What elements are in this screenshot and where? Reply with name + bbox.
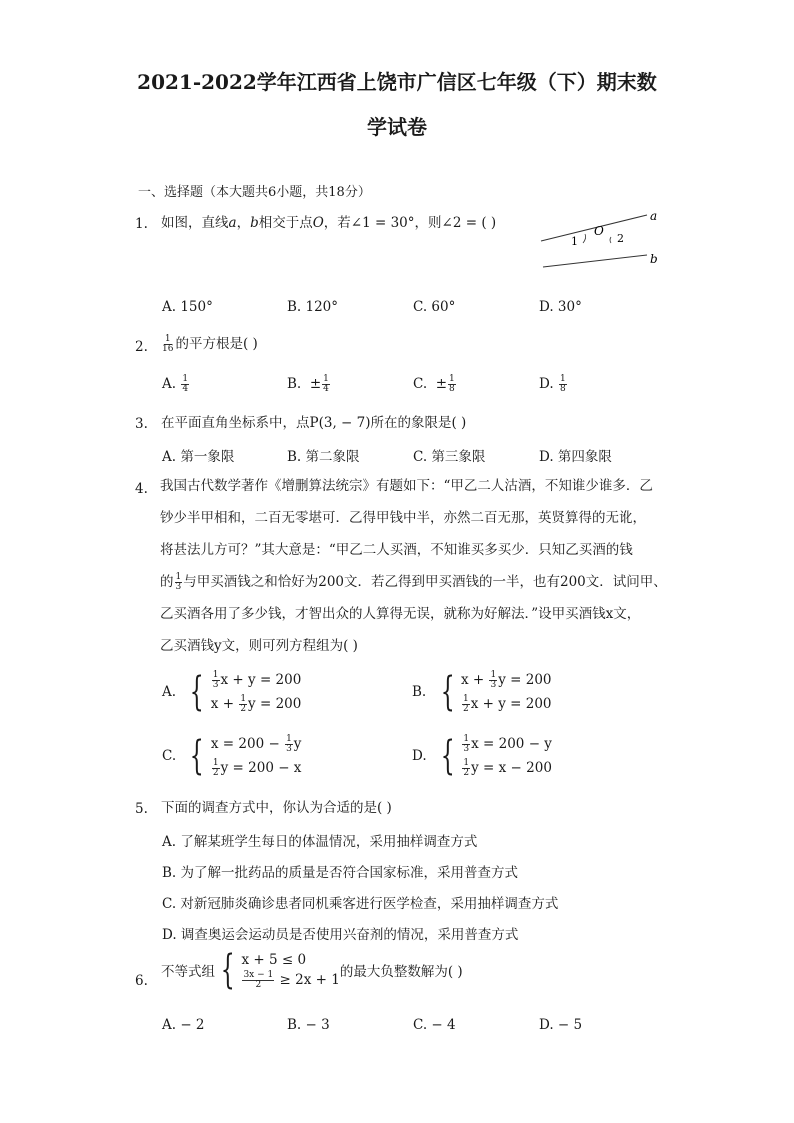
label-b: b — [650, 252, 658, 266]
q5-stem: 下面的调查方式中，你认为合适的是( ) — [161, 800, 392, 816]
label-o: O — [594, 224, 604, 238]
q1-figure — [535, 205, 665, 271]
q5-option-b[interactable]: B. 为了解一批药品的质量是否符合国家标准，采用普查方式 — [162, 865, 519, 881]
q4-option-d[interactable]: D. { $\frac{1}{3}$ x = 200 − y $\frac{1}{2}$ y = x − 200 — [412, 733, 552, 779]
q1-number: 1. — [135, 216, 148, 232]
q4-option-a[interactable]: A. { $\frac{1}{3}$ x + y = 200 x + $\frac{1}{2}$ y = 200 — [162, 669, 302, 715]
q4-option-c[interactable]: C. { x = 200 − $\frac{1}{3}$ y $\frac{1}{2}$ y = 200 − x — [162, 733, 302, 779]
q2-option-a[interactable]: A. $\frac{1}{4}$ — [162, 374, 189, 394]
q5-option-d[interactable]: D. 调查奥运会运动员是否使用兴奋剂的情况，采用普查方式 — [162, 927, 519, 943]
q1-option-b[interactable]: B. 120° — [287, 299, 339, 315]
q1-option-d[interactable]: D. 30° — [539, 299, 582, 315]
q1-option-c[interactable]: C. 60° — [413, 299, 456, 315]
label-2: 2 — [617, 232, 624, 245]
q4-stem: 我国古代数学著作《增删算法统宗》有题如下：“甲乙二人沽酒，不知谁少谁多．乙 钞少半甲相和，二百无零堪可．乙得甲钱中半，亦然二百无那，英贤算得的无讹， 将甚法儿方可？”其大意是：“甲乙二人买酒，不知谁买多买少．只知乙买酒的钱 的 $\frac{1}{3}$ 与甲买酒钱之和恰好为200文．若乙得到甲买酒钱的一半，也有200文．试问甲、 乙买酒各用了多少钱，才智出众的人算得无误，就称为好解法．”设甲买酒钱x文， 乙买酒钱y文，则可列方程组为( ) — [160, 478, 667, 654]
q6-option-b[interactable]: B. − 3 — [287, 1017, 330, 1033]
q3-option-c[interactable]: C. 第三象限 — [413, 449, 486, 465]
section-heading: 一、选择题（本大题共6小题，共18分） — [138, 185, 371, 200]
q3-number: 3. — [135, 416, 148, 432]
q6-option-a[interactable]: A. − 2 — [162, 1017, 205, 1033]
q4-number: 4. — [135, 481, 148, 497]
q3-option-b[interactable]: B. 第二象限 — [287, 449, 360, 465]
q2-option-c[interactable]: C. ± $\frac{1}{8}$ — [413, 374, 455, 394]
q3-stem: 在平面直角坐标系中，点P(3, − 7)所在的象限是( ) — [161, 415, 467, 431]
q2-option-d[interactable]: D. $\frac{1}{8}$ — [539, 374, 566, 394]
label-a: a — [650, 209, 658, 223]
q3-option-d[interactable]: D. 第四象限 — [539, 449, 612, 465]
page-title-line1: 2021-2022学年江西省上饶市广信区七年级（下）期末数 — [137, 70, 657, 94]
q4-option-b[interactable]: B. { x + $\frac{1}{3}$ y = 200 $\frac{1}{2}$ x + y = 200 — [412, 669, 552, 715]
page-title-line2: 学试卷 — [367, 115, 427, 139]
q1-stem: 如图，直线a，b相交于点O，若∠1 = 30°，则∠2 = ( ) — [161, 215, 497, 231]
q2-option-b[interactable]: B. ± $\frac{1}{4}$ — [287, 374, 329, 394]
q3-option-a[interactable]: A. 第一象限 — [162, 449, 235, 465]
q2-stem: $\frac{1}{16}$ 的平方根是( ) — [162, 334, 258, 354]
q1-option-a[interactable]: A. 150° — [162, 299, 213, 315]
q5-option-a[interactable]: A. 了解某班学生每日的体温情况，采用抽样调查方式 — [162, 834, 478, 850]
q6-number: 6. — [135, 973, 148, 989]
line-b — [543, 255, 647, 267]
q6-stem: 不等式组 { x + 5 ≤ 0 $\frac{3x - 1}{2}$ ≥ 2x + 1 的最大负整数解为( ) — [161, 947, 463, 993]
q2-number: 2. — [135, 339, 148, 355]
q5-option-c[interactable]: C. 对新冠肺炎确诊患者同机乘客进行医学检查，采用抽样调查方式 — [162, 896, 559, 912]
q6-option-d[interactable]: D. − 5 — [539, 1017, 583, 1033]
q5-number: 5. — [135, 801, 148, 817]
label-1: 1 — [571, 235, 578, 248]
q6-option-c[interactable]: C. − 4 — [413, 1017, 456, 1033]
